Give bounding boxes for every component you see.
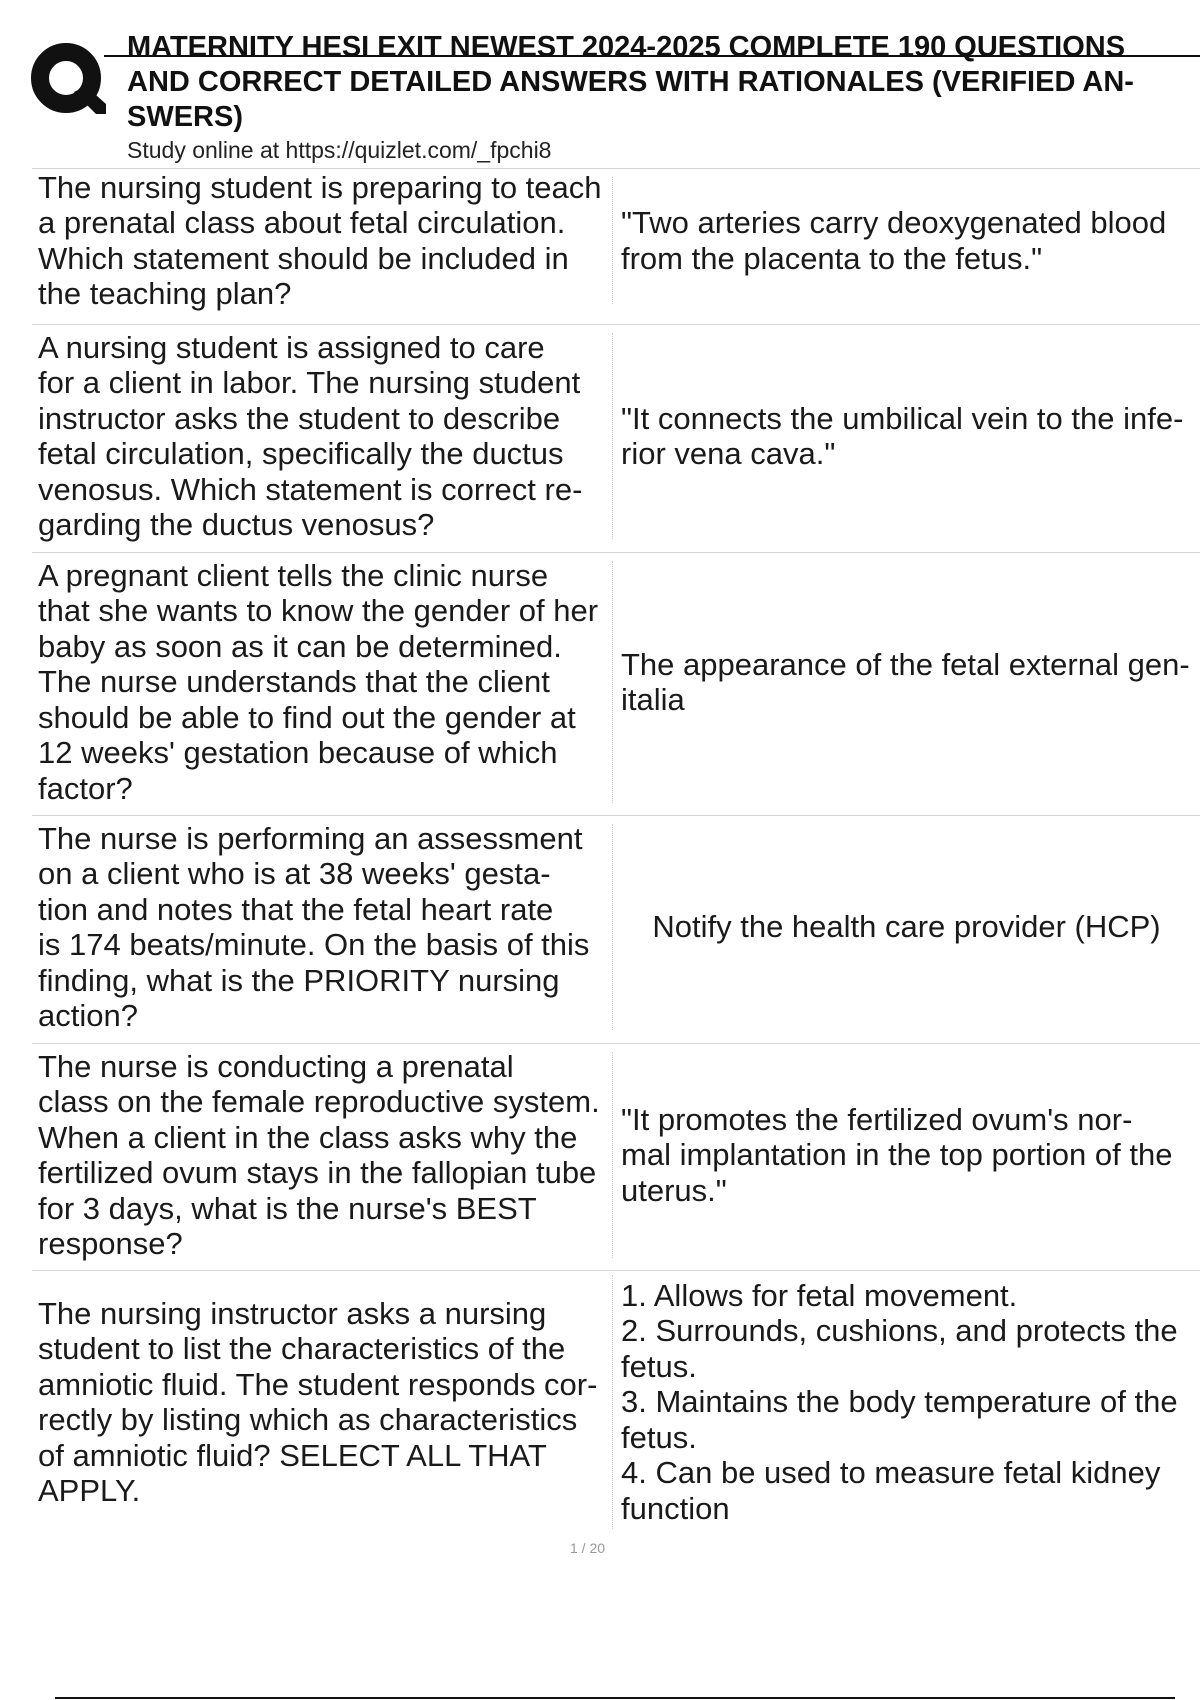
answer-cell (612, 824, 1200, 1030)
answer-cell (612, 1052, 1200, 1258)
flashcard-row (32, 552, 1200, 811)
flashcard-row (32, 324, 1200, 547)
quizlet-logo-icon (30, 42, 106, 118)
answer-text: "It connects the umbilical vein to the infe- rior vena cava." (621, 400, 1184, 471)
question-cell (32, 1044, 612, 1266)
question-cell (32, 816, 612, 1038)
question-text: A nursing student is assigned to care for a client in labor. The nursing student instructor asks the student to describe fetal circulation, specifically the ductus venosus. Which statement is correct re- garding the ductus venosus? (38, 329, 583, 542)
flashcard-row (32, 1270, 1200, 1533)
document-title: MATERNITY HESI EXIT NEWEST 2024-2025 COMPLETE 190 QUESTIONS AND CORRECT DETAILED ANSWERS WITH RATIONALES (VERIFIED AN- SWERS) (127, 31, 1134, 133)
study-online-link[interactable]: Study online at https://quizlet.com/_fpchi8 (127, 137, 552, 163)
page-indicator: 1 / 20 (570, 1540, 606, 1556)
answer-cell (612, 561, 1200, 803)
question-text: A pregnant client tells the clinic nurse that she wants to know the gender of her baby as soon as it can be determined. The nurse understands that the client should be able to find out the gender at 12 weeks' gestation because of which factor? (38, 557, 599, 806)
answer-text: "Two arteries carry deoxygenated blood from the placenta to the fetus." (621, 205, 1167, 276)
question-cell (32, 1271, 612, 1533)
question-cell (32, 325, 612, 547)
answer-cell (612, 1275, 1200, 1529)
answer-text: "It promotes the fertilized ovum's nor- mal implantation in the top portion of the uterus." (621, 1101, 1173, 1208)
footer-divider (55, 1697, 1175, 1699)
flashcard-row (32, 1043, 1200, 1266)
question-text: The nurse is performing an assessment on a client who is at 38 weeks' gesta- tion and notes that the fetal heart rate is 174 beats/minute. On the basis of this finding, what is the PRIORITY nursing action? (38, 820, 590, 1033)
question-text: The nursing instructor asks a nursing student to list the characteristics of the amniotic fluid. The student responds cor- rectly by listing which as characteristics of amniotic fluid? SELECT ALL THAT APPLY. (38, 1295, 598, 1508)
flashcard-row (32, 168, 1200, 312)
answer-text: Notify the health care provider (HCP) (652, 909, 1161, 945)
question-text: The nurse is conducting a prenatal class on the female reproductive system. When a client in the class asks why the fertilized ovum stays in the fallopian tube for 3 days, what is the nurse's BEST response? (38, 1048, 600, 1261)
answer-text: 1. Allows for fetal movement. 2. Surrounds, cushions, and protects the fetus. 3. Maintains the body temperature of the fetus. 4. Can be used to measure fetal kidney function (621, 1277, 1178, 1526)
question-cell (32, 169, 612, 312)
answer-text: The appearance of the fetal external gen- italia (621, 646, 1190, 717)
question-text: The nursing student is preparing to teach a prenatal class about fetal circulation. Which statement should be included in the teaching plan? (38, 169, 602, 311)
document-header (0, 0, 1200, 170)
question-cell (32, 553, 612, 811)
answer-cell (612, 177, 1200, 304)
flashcard-row (32, 815, 1200, 1038)
answer-cell (612, 333, 1200, 539)
